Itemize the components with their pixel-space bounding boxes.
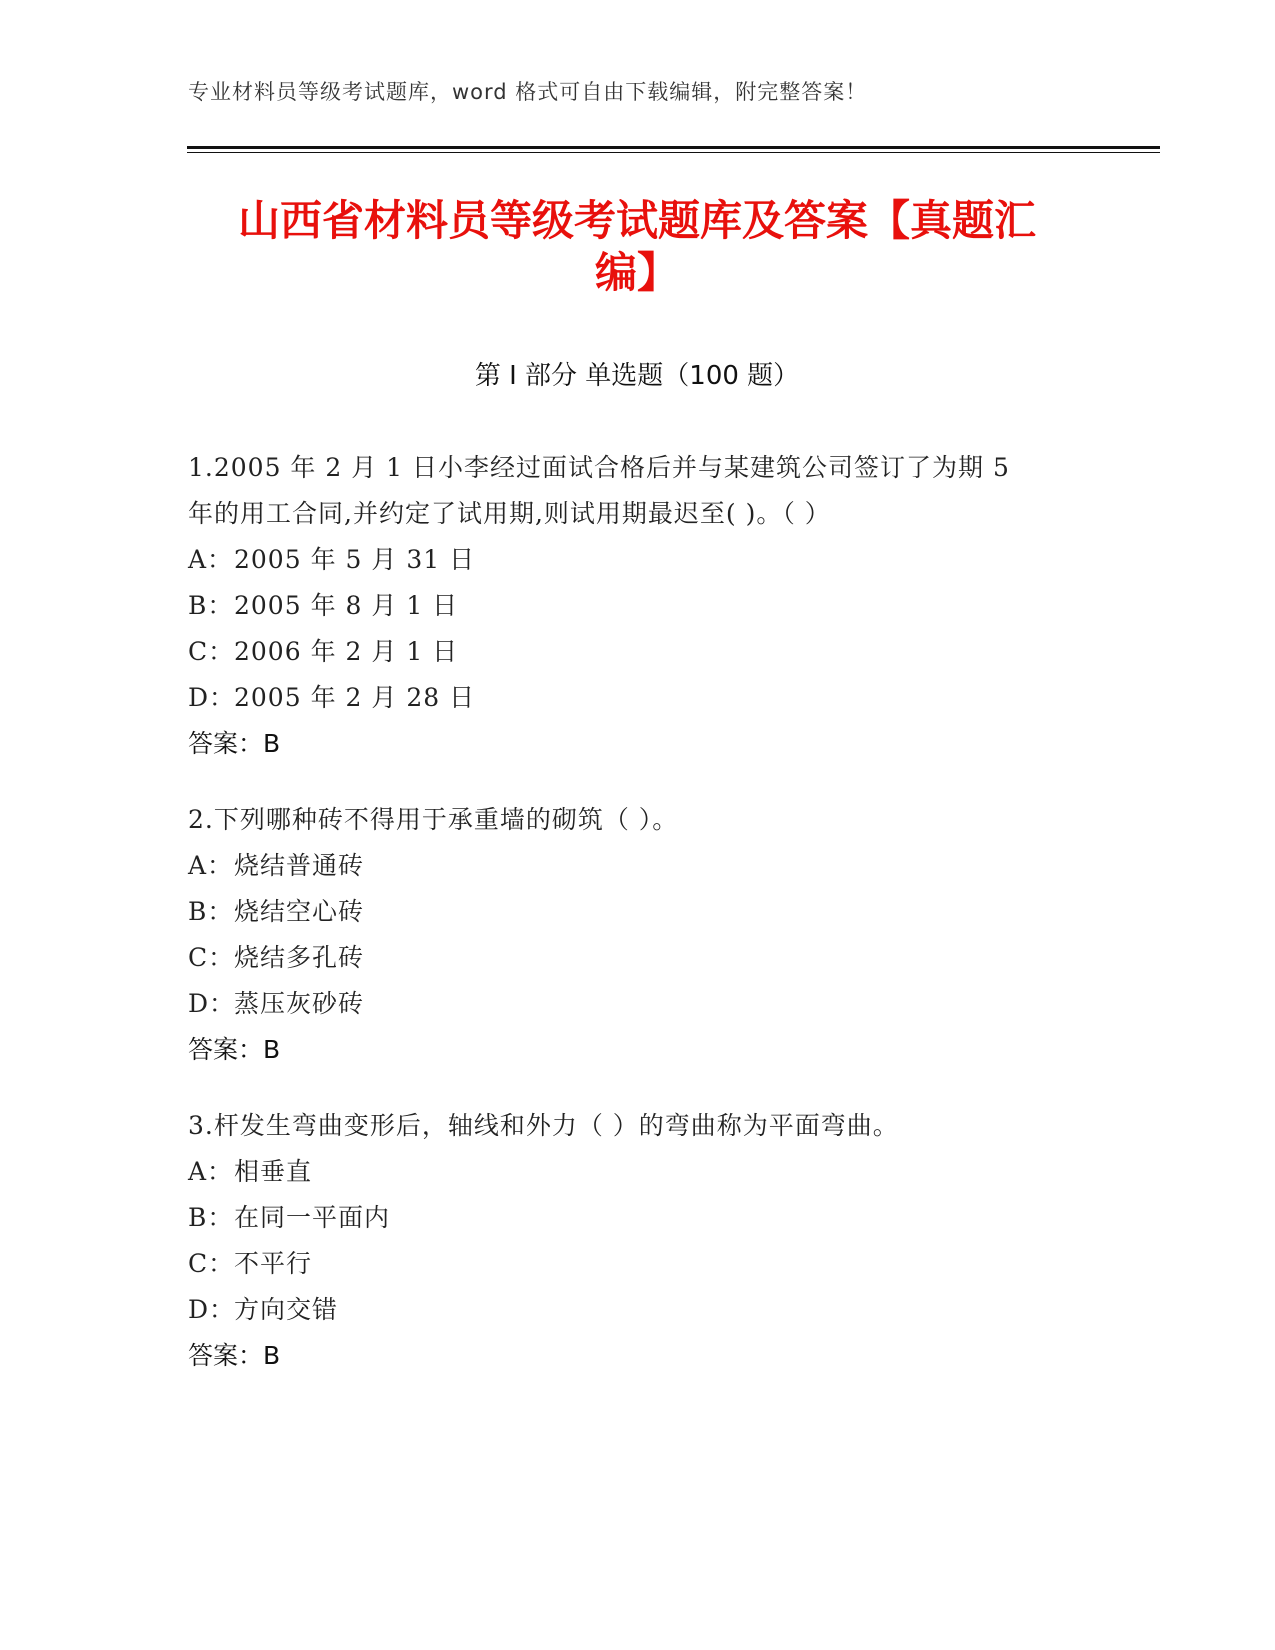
option-b	[188, 1195, 1088, 1241]
option-key: D：	[188, 989, 236, 1018]
answer: 答案：B	[188, 1341, 281, 1370]
option-a	[188, 843, 1088, 889]
option-text: 方向交错	[234, 1295, 339, 1324]
option-key: A：	[188, 545, 234, 574]
option-text: 烧结普通砖	[234, 851, 365, 880]
option-c	[188, 935, 1088, 981]
option-text: 2005 年 8 月 1 日	[234, 591, 459, 620]
section-title: 第 I 部分 单选题（100 题）	[474, 361, 800, 391]
option-key: D：	[188, 683, 236, 712]
option-text: 相垂直	[234, 1157, 313, 1186]
header-rule-thick	[187, 146, 1160, 149]
option-c	[188, 629, 1088, 675]
option-key: B：	[188, 591, 234, 620]
option-key: A：	[188, 1157, 234, 1186]
option-b	[188, 889, 1088, 935]
question-stem: 3.杆发生弯曲变形后，轴线和外力（ ）的弯曲称为平面弯曲。	[188, 1111, 899, 1140]
question-stem: 1.2005 年 2 月 1 日小李经过面试合格后并与某建筑公司签订了为期 5	[188, 453, 1010, 482]
option-text: 不平行	[234, 1249, 313, 1278]
question-3	[188, 1103, 1088, 1379]
option-text: 烧结多孔砖	[234, 943, 365, 972]
answer: 答案：B	[188, 1035, 281, 1064]
option-d	[188, 1287, 1088, 1333]
option-key: D：	[188, 1295, 236, 1324]
option-key: C：	[188, 1249, 235, 1278]
option-text: 烧结空心砖	[234, 897, 365, 926]
option-key: B：	[188, 897, 234, 926]
document-title	[187, 195, 1087, 299]
option-a	[188, 537, 1088, 583]
option-c	[188, 1241, 1088, 1287]
option-key: C：	[188, 943, 235, 972]
option-a	[188, 1149, 1088, 1195]
question-1	[188, 445, 1088, 767]
option-text: 蒸压灰砂砖	[234, 989, 365, 1018]
option-text: 2005 年 2 月 28 日	[234, 683, 476, 712]
header-rule-thin	[187, 152, 1160, 153]
option-key: B：	[188, 1203, 234, 1232]
question-stem: 2.下列哪种砖不得用于承重墙的砌筑（ ）。	[188, 805, 679, 834]
question-list	[188, 445, 1088, 1409]
question-2	[188, 797, 1088, 1073]
option-key: A：	[188, 851, 234, 880]
header-note: 专业材料员等级考试题库，word 格式可自由下载编辑，附完整答案！	[188, 80, 868, 104]
option-text: 在同一平面内	[234, 1203, 391, 1232]
option-b	[188, 583, 1088, 629]
document-title-line-1: 山西省材料员等级考试题库及答案【真题汇	[237, 196, 1036, 245]
option-key: C：	[188, 637, 235, 666]
answer: 答案：B	[188, 729, 281, 758]
question-stem-continued: 年的用工合同,并约定了试用期,则试用期最迟至( )。（ ）	[188, 499, 831, 528]
option-text: 2005 年 5 月 31 日	[234, 545, 476, 574]
option-d	[188, 675, 1088, 721]
document-title-line-2: 编】	[594, 248, 679, 297]
option-text: 2006 年 2 月 1 日	[234, 637, 459, 666]
option-d	[188, 981, 1088, 1027]
